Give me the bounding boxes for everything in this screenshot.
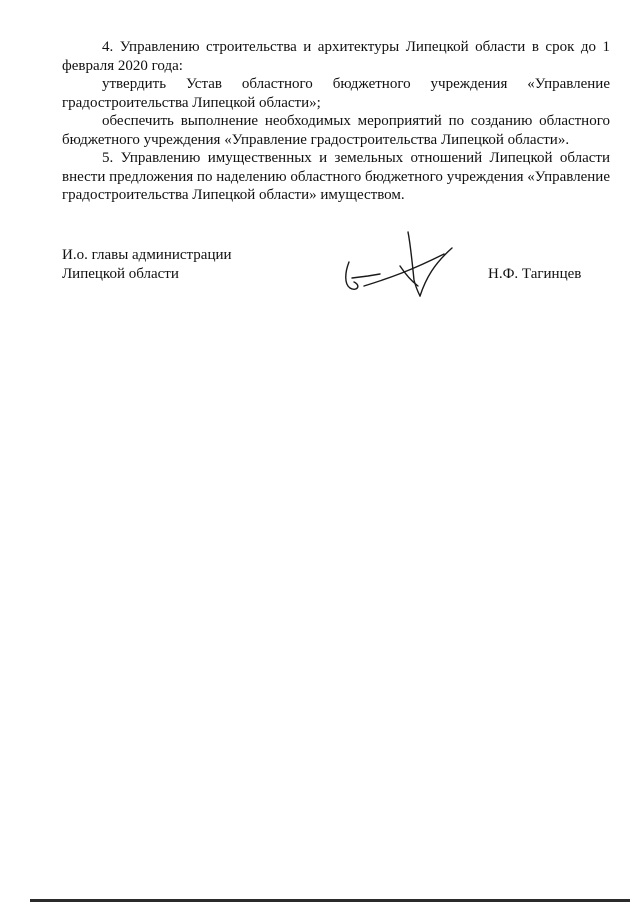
paragraph-ensure-measures: обеспечить выполнение необходимых мероприятий по созданию областного бюджетного учреждения «Управление градостроительства Липецкой области». [62, 113, 610, 148]
paragraph-item-4: 4. Управлению строительства и архитектуры Липецкой области в срок до 1 февраля 2020 года: [62, 39, 610, 74]
signatory-title-line1: И.о. главы администрации [62, 247, 232, 263]
signatory-title-line2: Липецкой области [62, 265, 179, 282]
signatory-title [62, 246, 232, 283]
signatory-name: Н.Ф. Тагинцев [488, 265, 582, 282]
paragraph-approve-charter: утвердить Устав областного бюджетного учреждения «Управление градостроительства Липецкой области»; [62, 76, 610, 111]
signature-block [62, 246, 610, 306]
paragraph-item-5: 5. Управлению имущественных и земельных отношений Липецкой области внести предложения по наделению областного бюджетного учреждения «Управление градостроительства Липецкой области» имуществом. [62, 150, 610, 204]
bottom-divider [30, 899, 630, 902]
handwritten-signature [340, 230, 460, 308]
